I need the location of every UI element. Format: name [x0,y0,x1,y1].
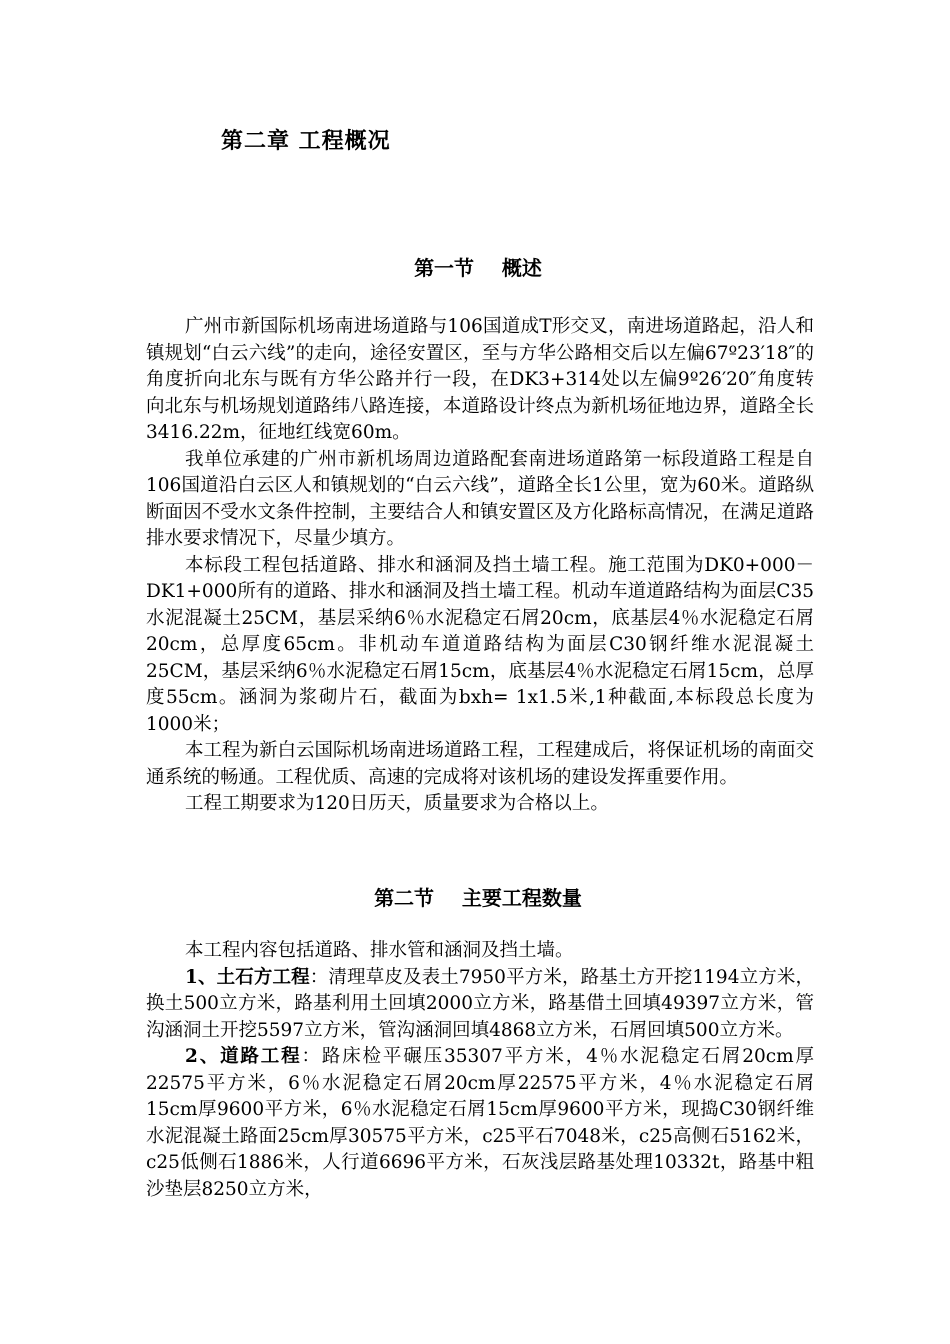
section-title-quantities: 第二节 主要工程数量 [374,886,582,910]
overview-body [146,314,814,818]
quantities-body [146,938,814,1203]
road-works-text: ：路床检平碾压35307平方米，4％水泥稳定石屑20cm厚22575平方米，6％水泥稳定石屑20cm厚22575平方米，4％水泥稳定石屑15cm厚9600平方米，6％水泥稳定石屑15cm厚9600平方米，现捣C30钢纤维水泥混凝土路面25cm厚30575平方米，c25平石7048米，c25高侧石5162米，c25低侧石1886米，人行道6696平方米，石灰浅层路基处理10332t，路基中粗沙垫层8250立方米， [146,1046,814,1200]
earthwork-label: 1、土石方工程 [185,966,310,988]
earthwork-text: ：清理草皮及表土7950平方米，路基土方开挖1194立方米，换土500立方米，路基利用土回填2000立方米，路基借土回填49397立方米，管沟涵洞土开挖5597立方米，管沟涵洞回填4868立方米，石屑回填500立方米。 [146,966,814,1041]
overview-paragraph-5: 工程工期要求为120日历天，质量要求为合格以上。 [185,793,609,814]
quantities-intro: 本工程内容包括道路、排水管和涵洞及挡土墙。 [185,940,574,961]
overview-paragraph-3: 本标段工程包括道路、排水和涵洞及挡土墙工程。施工范围为DK0+000－DK1+000所有的道路、排水和涵洞及挡土墙工程。机动车道道路结构为面层C35水泥混凝土25CM，基层采纳6％水泥稳定石屑20cm，底基层4％水泥稳定石屑20cm，总厚度65cm。非机动车道道路结构为面层C30钢纤维水泥混凝土25CM，基层采纳6％水泥稳定石屑15cm，底基层4％水泥稳定石屑15cm，总厚度55cm。涵洞为浆砌片石，截面为bxh= 1x1.5米,1种截面,本标段总长度为1000米； [146,554,814,735]
section-title-overview: 第一节 概述 [414,256,542,280]
quantities-item-earthwork [146,965,814,1045]
chapter-title: 第二章 工程概况 [221,128,391,154]
quantities-item-road [146,1044,814,1203]
overview-paragraph-4: 本工程为新白云国际机场南进场道路工程，工程建成后，将保证机场的南面交通系统的畅通。工程优质、高速的完成将对该机场的建设发挥重要作用。 [146,740,815,788]
road-works-label: 2、道路工程 [185,1046,302,1067]
overview-paragraph-2: 我单位承建的广州市新机场周边道路配套南进场道路第一标段道路工程是自106国道沿白云区人和镇规划的“白云六线”，道路全长1公里，宽为60米。道路纵断面因不受水文条件控制，主要结合人和镇安置区及方化路标高情况，在满足道路排水要求情况下，尽量少填方。 [146,448,814,549]
overview-paragraph-1: 广州市新国际机场南进场道路与106国道成T形交叉，南进场道路起，沿人和镇规划“白云六线”的走向，途径安置区，至与方华公路相交后以左偏67º23′18″的角度折向北东与既有方华公路并行一段，在DK3+314处以左偏9º26′20″角度转向北东与机场规划道路纬八路连接，本道路设计终点为新机场征地边界，道路全长3416.22m，征地红线宽60m。 [146,316,814,443]
